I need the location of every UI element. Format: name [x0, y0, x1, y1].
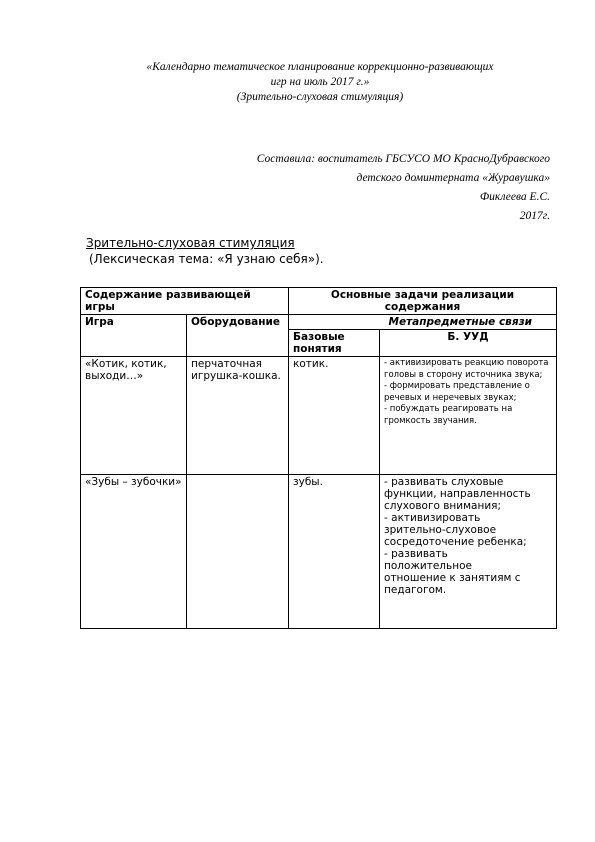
title-subtitle: (Зрительно-слуховая стимуляция)	[236, 91, 404, 103]
title-line: «Календарно тематическое планирование коррекционно-развивающих	[146, 61, 494, 73]
header-content: Содержание развивающей игры	[81, 288, 289, 315]
table-row	[81, 475, 557, 629]
cell-concept: котик.	[289, 357, 380, 475]
section-heading: Зрительно-слуховая стимуляция	[86, 236, 295, 250]
header-basic-concepts: Базовые понятия	[289, 330, 380, 357]
author-block	[130, 150, 550, 226]
header-tasks: Основные задачи реализации содержания	[289, 288, 557, 315]
task-item: - активизировать зрительно-слуховое сосредоточение ребенка;	[384, 512, 527, 548]
title-line: игр на июль 2017 г.»	[270, 76, 370, 88]
task-item: - развивать положительное отношение к занятиям с педагогом.	[384, 548, 521, 596]
author-line: Составила: воспитатель ГБСУСО МО КрасноДубравского	[256, 153, 550, 165]
task-item: - побуждать реагировать на громкость звучания.	[384, 404, 513, 426]
cell-tasks	[380, 357, 557, 475]
task-item: - развивать слуховые функции, направленность слухового внимания;	[384, 476, 531, 512]
cell-equipment	[187, 475, 289, 629]
document-title	[100, 60, 540, 105]
header-uud: Б. УУД	[380, 330, 557, 357]
table-header-row	[81, 288, 557, 315]
header-game: Игра	[81, 315, 187, 357]
plan-table	[80, 287, 557, 629]
author-year: 2017г.	[519, 210, 550, 222]
task-item: - активизировать реакцию поворота головы в сторону источника звука;	[384, 358, 549, 380]
task-item: - формировать представление о речевых и неречевых звуках;	[384, 381, 530, 403]
author-line: детского доминтерната «Журавушка»	[356, 172, 550, 184]
header-equipment: Оборудование	[187, 315, 289, 357]
cell-game: «Котик, котик, выходи…»	[81, 357, 187, 475]
author-name: Фиклеева Е.С.	[479, 191, 550, 203]
cell-tasks	[380, 475, 557, 629]
cell-concept: зубы.	[289, 475, 380, 629]
table-row	[81, 357, 557, 475]
cell-equipment: перчаточная игрушка-кошка.	[187, 357, 289, 475]
table-header-row	[81, 315, 557, 330]
header-metasubject: Метапредметные связи	[289, 315, 557, 330]
cell-game: «Зубы – зубочки»	[81, 475, 187, 629]
section-subheading: (Лексическая тема: «Я узнаю себя»).	[89, 252, 324, 266]
